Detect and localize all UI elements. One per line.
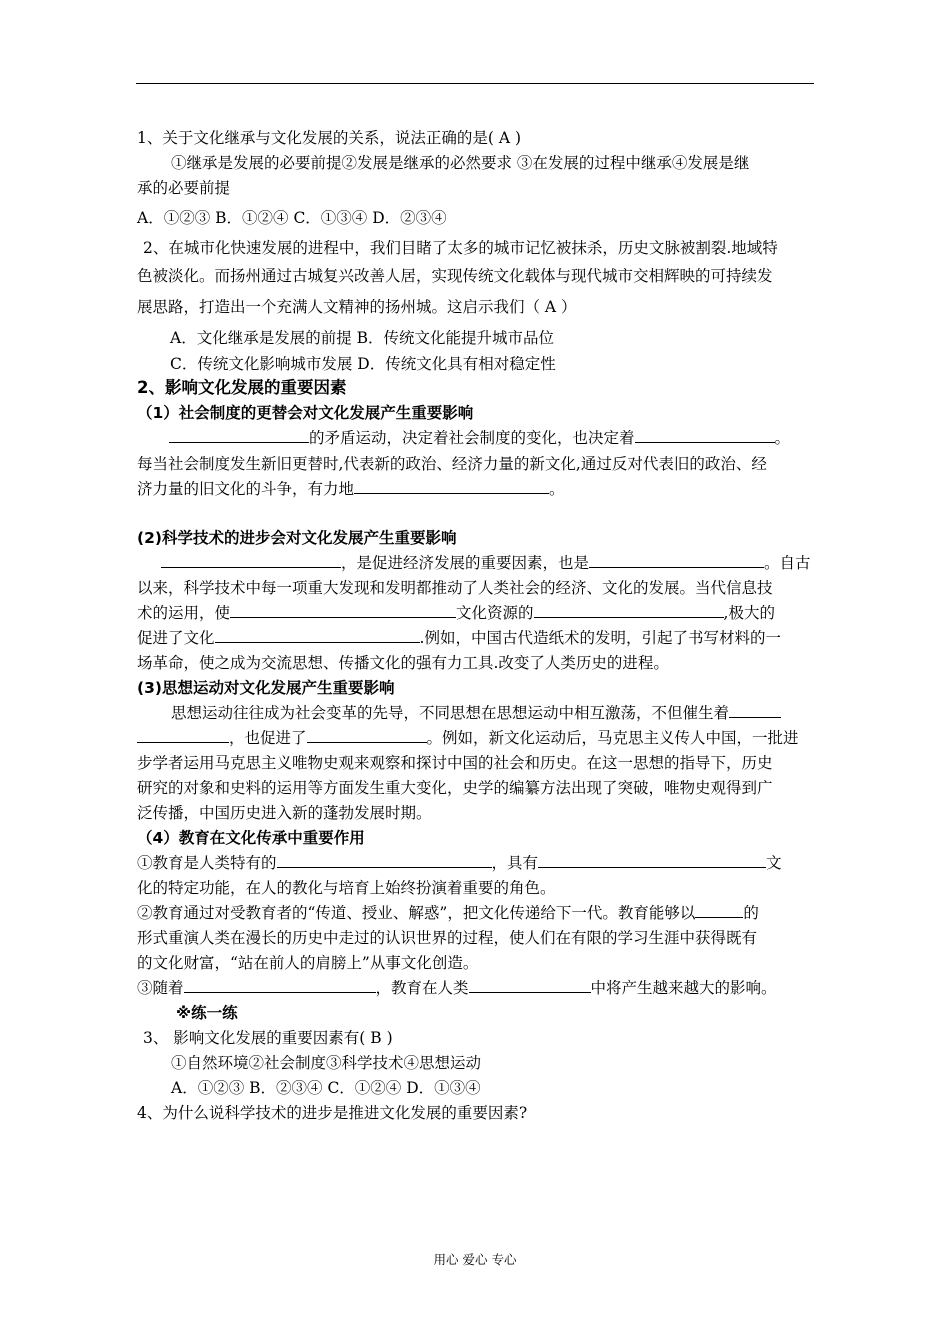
blank[interactable]: [137, 728, 229, 743]
blank[interactable]: [589, 553, 764, 568]
sub4-line2: 化的特定功能，在人的教化与培育上始终扮演着重要的角色。: [137, 879, 556, 897]
sub2-line1: ，是促进经济发展的重要因素，也是 。自古: [161, 553, 839, 573]
sub1-line2: 每当社会制度发生新旧更替时,代表新的政治、经济力量的新文化,通过反对代表旧的政治、经: [137, 455, 767, 473]
q1-stem: 1、关于文化继承与文化发展的关系，说法正确的是( A ): [137, 129, 522, 147]
blank[interactable]: [230, 603, 456, 618]
sub1-line1: 的矛盾运动，决定着社会制度的变化，也决定着 。: [169, 428, 847, 448]
blank[interactable]: [695, 903, 743, 918]
sub3-line3: 步学者运用马克思主义唯物史观来观察和探讨中国的社会和历史。在这一思想的指导下，历史: [137, 754, 773, 772]
sub3-heading: (3)思想运动对文化发展产生重要影响: [137, 679, 395, 697]
sub2-heading: (2)科学技术的进步会对文化发展产生重要影响: [137, 529, 457, 547]
sub2-line2: 以来，科学技术中每一项重大发现和发明都推动了人类社会的经济、文化的发展。当代信息技: [137, 579, 773, 597]
blank[interactable]: [469, 978, 591, 993]
page-footer: 用心 爱心 专心: [433, 1252, 517, 1267]
q2-stem-line3: 展思路，打造出一个充满人文精神的扬州城。这启示我们（ A ）: [137, 298, 577, 316]
q2-options-line1: A．文化继承是发展的前提 B．传统文化能提升城市品位: [170, 329, 555, 347]
q4-stem: 4、为什么说科学技术的进步是推进文化发展的重要因素?: [137, 1104, 528, 1122]
sub4-line5: 的文化财富，“站在前人的肩膀上”从事文化创造。: [137, 954, 479, 972]
sub4-heading: （4）教育在文化传承中重要作用: [137, 829, 365, 847]
q1-items-line1: ①继承是发展的必要前提②发展是继承的必然要求 ③在发展的过程中继承④发展是继: [171, 154, 750, 172]
q1-items-line2: 承的必要前提: [137, 179, 231, 197]
sub3-line5: 泛传播，中国历史进入新的蓬勃发展时期。: [137, 804, 432, 822]
sub4-line4: 形式重演人类在漫长的历史中走过的认识世界的过程，使人们在有限的学习生涯中获得既有: [137, 929, 758, 947]
blank[interactable]: [354, 479, 549, 494]
sub4-line3: ②教育通过对受教育者的“传道、授业、解惑”，把文化传递给下一代。教育能够以 的: [137, 904, 759, 922]
q3-stem: 3、 影响文化发展的重要因素有( B ): [143, 1029, 393, 1047]
blank[interactable]: [538, 853, 766, 868]
sub2-line4: 促进了文化 .例如，中国古代造纸术的发明，引起了书写材料的一: [137, 629, 781, 647]
sub3-line2: ，也促进了 。例如，新文化运动后，马克思主义传人中国，一批进: [137, 728, 815, 748]
blank[interactable]: [729, 703, 781, 718]
practice-title: ※练一练: [176, 1004, 238, 1022]
blank[interactable]: [277, 853, 492, 868]
q2-stem-line1: 2、在城市化快速发展的进程中，我们目睹了太多的城市记忆被抹杀，历史文脉被割裂.地域特: [143, 239, 778, 257]
header-rule: [136, 83, 814, 84]
q2-stem-line2: 色被淡化。而扬州通过古城复兴改善人居，实现传统文化载体与现代城市交相辉映的可持续发: [137, 267, 773, 285]
sub4-line6: ③随着 ，教育在人类 中将产生越来越大的影响。: [137, 979, 777, 997]
section-title: 2、影响文化发展的重要因素: [137, 378, 347, 397]
sub1-line3: 济力量的旧文化的斗争，有力地 。: [137, 480, 565, 498]
q3-items: ①自然环境②社会制度③科学技术④思想运动: [171, 1054, 482, 1072]
blank[interactable]: [635, 428, 775, 443]
blank[interactable]: [161, 553, 341, 568]
sub3-line4: 研究的对象和史料的运用等方面发生重大变化，史学的编纂方法出现了突破，唯物史观得到广: [137, 779, 773, 797]
blank[interactable]: [215, 628, 420, 643]
sub4-line1: ①教育是人类特有的 ，具有 文: [137, 854, 782, 872]
q3-options: A．①②③ B．②③④ C．①②④ D．①③④: [171, 1079, 481, 1097]
q2-options-line2: C．传统文化影响城市发展 D．传统文化具有相对稳定性: [170, 355, 556, 373]
q1-options: A．①②③ B．①②④ C．①③④ D．②③④: [137, 209, 447, 227]
blank[interactable]: [169, 428, 309, 443]
blank[interactable]: [184, 978, 376, 993]
blank[interactable]: [307, 728, 427, 743]
sub1-heading: （1）社会制度的更替会对文化发展产生重要影响: [137, 404, 474, 422]
sub3-line1: 思想运动往往成为社会变革的先导，不同思想在思想运动中相互激荡，不但催生着: [171, 703, 849, 723]
blank[interactable]: [534, 603, 724, 618]
sub2-line5: 场革命，使之成为交流思想、传播文化的强有力工具.改变了人类历史的进程。: [137, 654, 669, 672]
sub2-line3: 术的运用，使 文化资源的 ,极大的: [137, 604, 775, 622]
